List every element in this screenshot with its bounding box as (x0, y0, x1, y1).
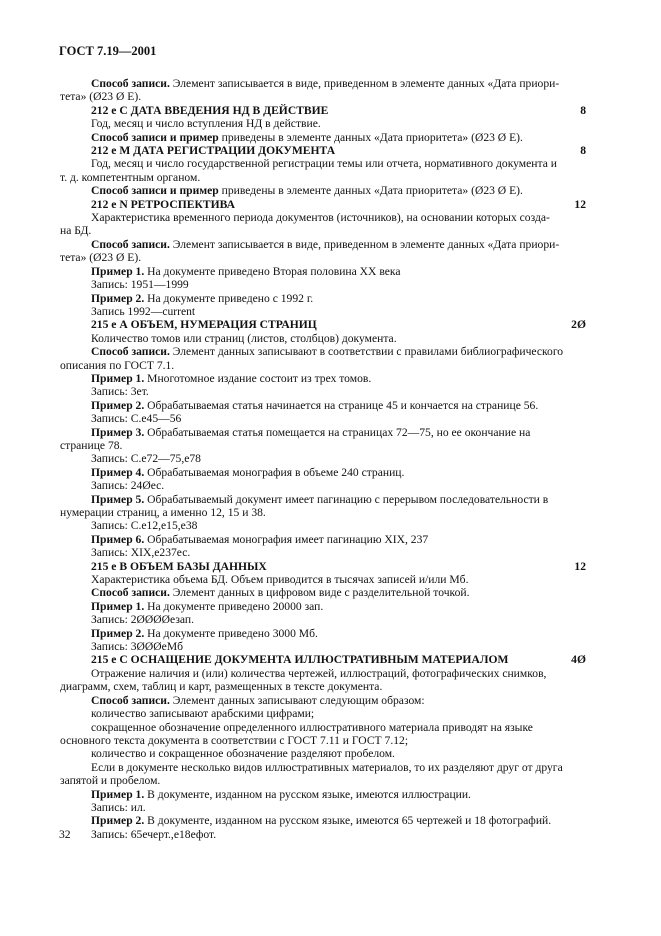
text-line (91, 828, 598, 841)
text-line (91, 627, 598, 640)
text-line (60, 90, 598, 103)
text-line (60, 734, 598, 747)
section-length: 12 (574, 559, 586, 573)
text-line (91, 600, 598, 613)
section-length: 12 (574, 197, 586, 211)
text-line (91, 519, 598, 532)
line-text: запятой и пробелом. (60, 774, 161, 788)
line-text: Запись: 1951—1999 (91, 278, 189, 292)
bold-label: Пример 2. (91, 398, 145, 412)
line-text: Запись: 24Øес. (91, 479, 165, 493)
text-line (91, 131, 598, 144)
text-line (60, 439, 598, 452)
bold-label: Пример 4. (91, 465, 145, 479)
text-line (91, 211, 598, 224)
text-line (91, 493, 598, 506)
line-text: Элемент данных записывают в соответствии с правилами библиографического (169, 345, 564, 359)
bold-label: Пример 1. (91, 264, 145, 278)
line-text: странице 78. (60, 438, 123, 452)
line-text: Характеристика объема БД. Объем приводится в тысячах записей и/или Мб. (91, 573, 469, 587)
bold-label: Пример 2. (91, 626, 145, 640)
text-line (91, 479, 598, 492)
bold-label: Пример 1. (91, 787, 145, 801)
line-text: Элемент данных в цифровом виде с разделительной точкой. (169, 586, 470, 600)
bold-label: Способ записи. (91, 586, 170, 600)
section-heading (91, 104, 598, 117)
page-number: 32 (59, 828, 71, 841)
section-heading (91, 560, 598, 573)
line-text: Запись 1992—current (91, 304, 196, 318)
text-line (91, 814, 598, 827)
bold-label: Способ записи и пример (91, 130, 219, 144)
text-line (91, 707, 598, 720)
line-text: количество и сокращенное обозначение разделяют пробелом. (91, 747, 395, 761)
text-line (91, 613, 598, 626)
line-text: На документе приведено 3000 Мб. (144, 626, 318, 640)
section-title: 212 е М ДАТА РЕГИСТРАЦИИ ДОКУМЕНТА (91, 144, 336, 158)
text-line (91, 238, 598, 251)
line-text: на БД. (60, 224, 92, 238)
text-line (91, 667, 598, 680)
section-length: 8 (580, 103, 586, 117)
line-text: Запись: ил. (91, 800, 146, 814)
text-line (91, 305, 598, 318)
text-line (91, 721, 598, 734)
section-length: 2Ø (571, 318, 586, 332)
text-line (91, 412, 598, 425)
text-line (91, 372, 598, 385)
text-line (60, 171, 598, 184)
line-text: Элемент записывается в виде, приведенном в элементе данных «Дата приори- (169, 237, 560, 251)
bold-label: Пример 5. (91, 492, 145, 506)
line-text: Отражение наличия и (или) количества чертежей, иллюстраций, фотографических снимков, (91, 666, 547, 680)
text-line (91, 399, 598, 412)
text-line (91, 546, 598, 559)
line-text: Год, месяц и число государственной регистрации темы или отчета, нормативного документа и (91, 157, 557, 171)
line-text: Обрабатываемая монография имеет пагинацию XIX, 237 (144, 532, 429, 546)
bold-label: Пример 1. (91, 371, 145, 385)
line-text: приведены в элементе данных «Дата приоритета» (Ø23 Ø Е). (218, 184, 523, 198)
bold-label: Пример 3. (91, 425, 145, 439)
bold-label: Способ записи. (91, 77, 170, 90)
document-header: ГОСТ 7.19—2001 (59, 44, 157, 58)
section-heading (91, 198, 598, 211)
text-line (91, 533, 598, 546)
section-length: 4Ø (571, 653, 586, 667)
line-text: Элемент данных записывают следующим образом: (169, 693, 425, 707)
line-text: В документе, изданном на русском языке, имеются 65 чертежей и 18 фотографий. (144, 814, 552, 828)
section-title: 212 е С ДАТА ВВЕДЕНИЯ НД В ДЕЙСТВИЕ (91, 103, 329, 117)
text-line (91, 278, 598, 291)
line-text: Количество томов или страниц (листов, столбцов) документа. (91, 331, 397, 345)
text-line (91, 77, 598, 90)
line-text: Обрабатываемая монография в объеме 240 страниц. (144, 465, 405, 479)
line-text: Запись: С.е12,е15,е38 (91, 519, 198, 533)
line-text: Запись: С.е45—56 (91, 412, 182, 426)
line-text: нумерации страниц, а именно 12, 15 и 38. (60, 506, 266, 519)
section-title: 215 е С ОСНАЩЕНИЕ ДОКУМЕНТА ИЛЛЮСТРАТИВНЫМ МАТЕРИАЛОМ (91, 653, 509, 667)
text-line (60, 680, 598, 693)
text-line (91, 292, 598, 305)
text-line (60, 506, 598, 519)
line-text: На документе приведено Вторая половина XX века (144, 264, 401, 278)
text-line (91, 573, 598, 586)
line-text: Многотомное издание состоит из трех томов. (144, 371, 372, 385)
bold-label: Пример 2. (91, 291, 145, 305)
line-text: Запись: С.е72—75,е78 (91, 452, 201, 466)
bold-label: Способ записи и пример (91, 184, 219, 198)
line-text: Запись: 3ØØØеМб (91, 640, 184, 654)
line-text: тета» (Ø23 Ø Е). (60, 251, 142, 265)
text-line (91, 184, 598, 197)
section-length: 8 (580, 144, 586, 158)
line-text: Год, месяц и число вступления НД в действие. (91, 117, 321, 131)
line-text: В документе, изданном на русском языке, имеются иллюстрации. (144, 787, 471, 801)
line-text: Характеристика временного периода документов (источников), на основании которых созда- (91, 211, 550, 225)
line-text: тета» (Ø23 Ø Е). (60, 90, 142, 104)
text-line (60, 251, 598, 264)
text-line (91, 117, 598, 130)
text-line (91, 426, 598, 439)
text-line (91, 265, 598, 278)
line-text: диаграмм, схем, таблиц и карт, размещенных в тексте документа. (60, 680, 383, 694)
text-line (60, 224, 598, 237)
text-line (60, 359, 598, 372)
line-text: Обрабатываемый документ имеет пагинацию с перерывом последовательности в (144, 492, 549, 506)
text-line (91, 694, 598, 707)
text-line (91, 332, 598, 345)
text-line (60, 774, 598, 787)
bold-label: Способ записи. (91, 345, 170, 359)
section-title: 212 е N РЕТРОСПЕКТИВА (91, 197, 235, 211)
text-line (91, 761, 598, 774)
section-heading (91, 144, 598, 157)
text-line (91, 788, 598, 801)
line-text: количество записывают арабскими цифрами; (91, 707, 315, 721)
line-text: Элемент записывается в виде, приведенном в элементе данных «Дата приори- (169, 77, 560, 90)
line-text: сокращенное обозначение определенного иллюстративного материала приводят на языке (91, 720, 533, 734)
bold-label: Способ записи. (91, 693, 170, 707)
section-heading (91, 653, 598, 666)
section-title: 215 е А ОБЪЕМ, НУМЕРАЦИЯ СТРАНИЦ (91, 318, 317, 332)
text-line (91, 385, 598, 398)
text-line (91, 747, 598, 760)
bold-label: Пример 2. (91, 814, 145, 828)
line-text: Запись: 65ечерт.,е18ефот. (91, 827, 217, 841)
text-line (91, 345, 598, 358)
line-text: Обрабатываемая статья помещается на страницах 72—75, но ее окончание на (144, 425, 531, 439)
text-line (91, 640, 598, 653)
text-line (91, 801, 598, 814)
line-text: На документе приведено с 1992 г. (144, 291, 314, 305)
line-text: т. д. компетентным органом. (60, 170, 201, 184)
text-line (91, 466, 598, 479)
bold-label: Пример 6. (91, 532, 145, 546)
text-line (91, 586, 598, 599)
line-text: Если в документе несколько видов иллюстративных материалов, то их разделяют друг от друга (91, 760, 563, 774)
line-text: основного текста документа в соответствии с ГОСТ 7.11 и ГОСТ 7.12; (60, 733, 409, 747)
bold-label: Способ записи. (91, 237, 170, 251)
line-text: Запись: XIX,е237ес. (91, 546, 191, 560)
text-line (91, 157, 598, 170)
section-title: 215 е В ОБЪЕМ БАЗЫ ДАННЫХ (91, 559, 267, 573)
line-text: Обрабатываемая статья начинается на странице 45 и кончается на странице 56. (144, 398, 539, 412)
section-heading (91, 318, 598, 331)
line-text: Запись: 3ет. (91, 385, 149, 399)
line-text: На документе приведено 20000 зап. (144, 599, 324, 613)
line-text: описания по ГОСТ 7.1. (60, 358, 175, 372)
text-line (91, 452, 598, 465)
bold-label: Пример 1. (91, 599, 145, 613)
line-text: приведены в элементе данных «Дата приоритета» (Ø23 Ø Е). (218, 130, 523, 144)
line-text: Запись: 2ØØØØезап. (91, 613, 195, 627)
